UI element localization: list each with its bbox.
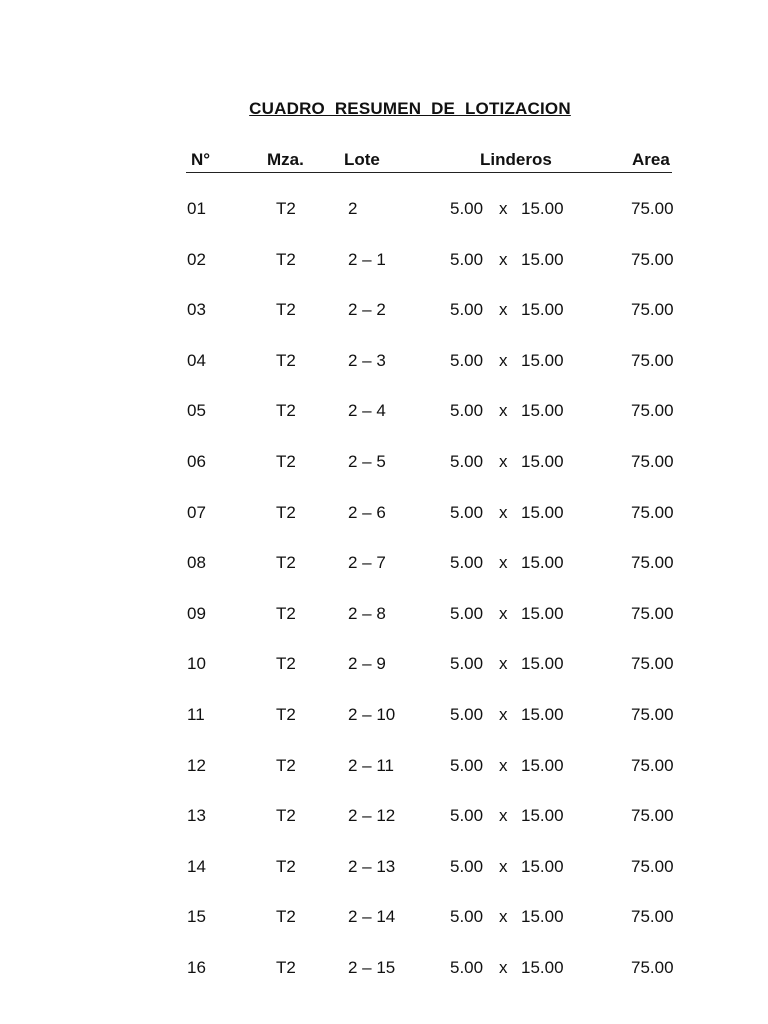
row-lote: 2 – 13: [348, 856, 396, 876]
row-area: 75.00: [631, 300, 674, 320]
row-lote: 2 – 6: [348, 502, 386, 522]
row-separator: x: [499, 401, 508, 421]
row-mza: T2: [276, 856, 296, 876]
row-separator: x: [499, 350, 508, 370]
row-area: 75.00: [631, 451, 674, 471]
row-area: 75.00: [631, 704, 674, 724]
row-front: 5.00: [450, 957, 484, 977]
row-number: 10: [187, 654, 206, 674]
row-separator: x: [499, 553, 508, 573]
row-number: 14: [187, 856, 206, 876]
row-front: 5.00: [450, 907, 484, 927]
row-area: 75.00: [631, 806, 674, 826]
row-area: 75.00: [631, 907, 674, 927]
table-row: [0, 351, 768, 402]
row-area: 75.00: [631, 603, 674, 623]
row-mza: T2: [276, 451, 296, 471]
row-mza: T2: [276, 300, 296, 320]
row-separator: x: [499, 603, 508, 623]
table-row: [0, 503, 768, 554]
row-number: 03: [187, 300, 206, 320]
row-front: 5.00: [450, 401, 484, 421]
table-row: [0, 401, 768, 452]
row-lote: 2 – 14: [348, 907, 396, 927]
table-row: [0, 300, 768, 351]
header-lote: Lote: [344, 150, 380, 169]
row-front: 5.00: [450, 300, 484, 320]
row-mza: T2: [276, 957, 296, 977]
row-lote: 2 – 12: [348, 806, 396, 826]
row-separator: x: [499, 502, 508, 522]
table-row: [0, 654, 768, 705]
row-separator: x: [499, 755, 508, 775]
row-lote: 2 – 11: [348, 755, 395, 775]
row-separator: x: [499, 704, 508, 724]
row-area: 75.00: [631, 755, 674, 775]
row-lote: 2 – 7: [348, 553, 386, 573]
row-lote: 2 – 1: [348, 249, 386, 269]
document-title: CUADRO RESUMEN DE LOTIZACION: [249, 99, 571, 118]
row-mza: T2: [276, 553, 296, 573]
row-area: 75.00: [631, 654, 674, 674]
row-depth: 15.00: [521, 957, 564, 977]
table-row: [0, 907, 768, 958]
table-header: [186, 150, 672, 173]
table-row: [0, 199, 768, 250]
row-mza: T2: [276, 603, 296, 623]
row-area: 75.00: [631, 199, 674, 218]
row-separator: x: [499, 654, 508, 674]
row-lote: 2 – 2: [348, 300, 386, 320]
row-area: 75.00: [631, 957, 674, 977]
row-front: 5.00: [450, 603, 484, 623]
row-area: 75.00: [631, 553, 674, 573]
row-mza: T2: [276, 502, 296, 522]
row-front: 5.00: [450, 199, 484, 218]
row-separator: x: [499, 907, 508, 927]
row-front: 5.00: [450, 654, 484, 674]
row-separator: x: [499, 199, 508, 218]
row-number: 04: [187, 350, 206, 370]
row-number: 16: [187, 957, 206, 977]
row-number: 09: [187, 603, 206, 623]
row-number: 06: [187, 451, 206, 471]
row-front: 5.00: [450, 704, 484, 724]
row-lote: 2 – 8: [348, 603, 386, 623]
table-row: [0, 604, 768, 655]
row-lote: 2 – 5: [348, 451, 386, 471]
row-front: 5.00: [450, 755, 484, 775]
header-linderos: Linderos: [480, 150, 552, 169]
header-number: N°: [191, 150, 211, 169]
row-mza: T2: [276, 654, 296, 674]
table-row: [0, 958, 768, 1009]
row-front: 5.00: [450, 249, 484, 269]
row-number: 13: [187, 806, 206, 826]
row-mza: T2: [276, 249, 296, 269]
row-separator: x: [499, 856, 508, 876]
table-row: [0, 857, 768, 908]
row-front: 5.00: [450, 451, 484, 471]
row-number: 11: [187, 704, 205, 724]
row-separator: x: [499, 300, 508, 320]
row-front: 5.00: [450, 502, 484, 522]
row-area: 75.00: [631, 401, 674, 421]
table-row: [0, 250, 768, 301]
row-separator: x: [499, 249, 508, 269]
row-separator: x: [499, 957, 508, 977]
row-area: 75.00: [631, 249, 674, 269]
row-number: 07: [187, 502, 206, 522]
row-mza: T2: [276, 401, 296, 421]
row-front: 5.00: [450, 856, 484, 876]
row-lote: 2 – 3: [348, 350, 386, 370]
row-separator: x: [499, 451, 508, 471]
row-lote: 2 – 4: [348, 401, 386, 421]
row-depth: 15.00: [521, 199, 564, 218]
row-front: 5.00: [450, 553, 484, 573]
table-body: [0, 199, 768, 1009]
row-mza: T2: [276, 199, 296, 218]
table-row: [0, 553, 768, 604]
row-depth: 15.00: [521, 704, 564, 724]
row-mza: T2: [276, 350, 296, 370]
row-front: 5.00: [450, 350, 484, 370]
row-number: 05: [187, 401, 206, 421]
row-number: 01: [187, 199, 206, 218]
row-front: 5.00: [450, 806, 484, 826]
row-depth: 15.00: [521, 553, 564, 573]
row-number: 12: [187, 755, 206, 775]
table-row: [0, 756, 768, 807]
row-depth: 15.00: [521, 654, 564, 674]
row-area: 75.00: [631, 856, 674, 876]
row-number: 15: [187, 907, 206, 927]
row-depth: 15.00: [521, 502, 564, 522]
row-number: 08: [187, 553, 206, 573]
row-mza: T2: [276, 755, 296, 775]
header-mza: Mza.: [267, 150, 304, 169]
row-area: 75.00: [631, 502, 674, 522]
row-depth: 15.00: [521, 249, 564, 269]
row-depth: 15.00: [521, 755, 564, 775]
row-depth: 15.00: [521, 907, 564, 927]
row-depth: 15.00: [521, 856, 564, 876]
row-depth: 15.00: [521, 350, 564, 370]
row-lote: 2 – 9: [348, 654, 386, 674]
row-depth: 15.00: [521, 603, 564, 623]
row-mza: T2: [276, 806, 296, 826]
table-row: [0, 452, 768, 503]
row-mza: T2: [276, 704, 296, 724]
row-depth: 15.00: [521, 451, 564, 471]
row-lote: 2 – 10: [348, 704, 396, 724]
header-area: Area: [632, 150, 670, 169]
row-mza: T2: [276, 907, 296, 927]
table-row: [0, 806, 768, 857]
row-separator: x: [499, 806, 508, 826]
row-depth: 15.00: [521, 300, 564, 320]
row-number: 02: [187, 249, 206, 269]
row-lote: 2: [348, 199, 358, 218]
row-depth: 15.00: [521, 806, 564, 826]
row-lote: 2 – 15: [348, 957, 396, 977]
row-depth: 15.00: [521, 401, 564, 421]
table-row: [0, 705, 768, 756]
row-area: 75.00: [631, 350, 674, 370]
